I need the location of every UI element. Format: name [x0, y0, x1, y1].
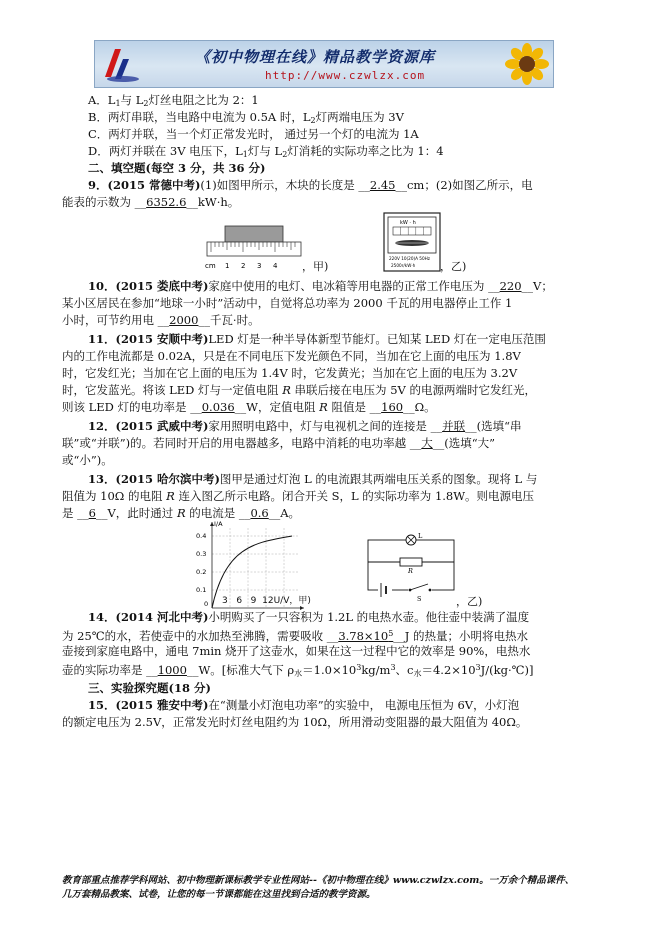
- question-14-line-2: 为 25℃的水，若使壶中的水加热至沸腾，需要吸收 $\_\_3.78\times 10^5\_\_J$ 的热量；小明将电热水: [62, 629, 529, 643]
- resistor-label: R: [408, 567, 413, 575]
- graph-y-tick: 0.4: [196, 532, 207, 540]
- question-15-line-2: 的额定电压为 2.5V，正常发光时灯丝电阻约为 10Ω，所用滑动变阻器的最大阻值为 40Ω。: [62, 715, 528, 729]
- graph-y-tick: 0.3: [196, 550, 207, 558]
- option-a: A．$L_1$与 $L_2$灯丝电阻之比为 2：1: [88, 93, 259, 108]
- option-d: D．两灯并联在 3V 电压下，$L_1$灯与 $L_2$灯消耗的实际功率之比为 1：4: [88, 144, 444, 159]
- option-c: C．两灯并联，当一个灯正常发光时， 通过另一个灯的电流为 1A: [88, 127, 419, 141]
- switch-label: S: [417, 595, 422, 603]
- question-13-line-2: 阻值为 10Ω 的电阻 R 连入图乙所示电路。闭合开关 S，L 的实际功率为 1.8W。则电源电压: [62, 489, 535, 503]
- figure-jia-label: ，甲): [302, 260, 329, 273]
- ruler-tick: 3: [257, 262, 262, 270]
- footer-line-1: 教育部重点推荐学科网站、初中物理新课标教学专业性网站--《初中物理在线》www.czwlzx.com。一万余个精品课件、: [62, 875, 575, 886]
- question-11-line-2: 内的工作电流都是 0.02A，只是在不同电压下发光颜色不同，当加在它上面的电压为 1.8V: [62, 349, 521, 363]
- circuit-figure: [364, 532, 458, 604]
- ruler-tick: 2: [241, 262, 246, 270]
- question-12-line-2: 联”或“并联”)的。若同时开启的用电器越多，电路中消耗的电功率越 __大__(选填“大”: [62, 436, 496, 450]
- sunflower-icon: [503, 43, 551, 85]
- meter-spec-1: 220V 10(20)A 50Hz: [389, 256, 430, 261]
- question-14-line-1: 14．(2014 河北中考)小明购买了一只容积为 1.2L 的电热水壶。他往壶中装满了温度: [88, 610, 530, 624]
- ruler-unit: cm: [205, 262, 216, 270]
- circuit-fig-label: ，乙): [456, 595, 483, 608]
- question-11-line-3: 时，它发红光；当加在它上面的电压为 1.4V 时，它发黄光；当加在它上面的电压为 3.2V: [62, 366, 518, 380]
- site-logo-icon: [101, 45, 141, 83]
- graph-y-tick: 0.1: [196, 586, 207, 594]
- question-13-line-3: 是 __6__V，此时通过 R 的电流是 __0.6__A。: [62, 506, 301, 520]
- graph-y-tick: 0.2: [196, 568, 207, 576]
- header-banner: [94, 40, 554, 88]
- question-14-line-3: 壶接到家庭电路中，通电 7min 烧开了这壶水，如果在这一过程中它的效率是 90%，电热水: [62, 644, 531, 658]
- section-fill-in: 二、填空题(每空 3 分，共 36 分): [88, 161, 266, 175]
- energy-meter-figure: [383, 212, 441, 272]
- question-11-line-5: 则该 LED 灯的电功率是 __0.036__W，定值电阻 R 阻值是 __160__Ω。: [62, 400, 436, 414]
- question-11-line-4: 时，它发蓝光。将该 LED 灯与一定值电阻 R 串联后接在电压为 5V 的电源两端时它发红光，: [62, 383, 536, 397]
- lamp-label: L: [418, 532, 423, 540]
- question-14-line-4: 壶的实际功率是 __1000__W。[标准大气下 $\rho_水=1.0\times 10^3kg/m^3$、$c_水=4.2\times 10^3J/(kg\cdot℃)$]: [62, 663, 534, 678]
- question-9-line-2: 能表的示数为 __6352.6__kW·h。: [62, 195, 240, 209]
- graph-origin: 0: [204, 600, 209, 608]
- question-10-line-2: 某小区居民在参加“地球一小时”活动中，自觉将总功率为 2000 千瓦的用电器停止工作 1: [62, 296, 513, 310]
- footer-line-2: 几万套精品教案、试卷，让您的每一节课都能在这里找到合适的教学资源。: [62, 889, 376, 900]
- ruler-tick: 4: [273, 262, 278, 270]
- graph-x-ticks: 3 6 9 12U/V，甲): [222, 596, 311, 606]
- ruler-tick: 1: [225, 262, 230, 270]
- figure-yi-label: ，乙): [440, 260, 467, 273]
- question-9-line-1: 9．(2015 常德中考)(1)如图甲所示，木块的长度是 __2.45__cm；(2)如图乙所示，电: [88, 178, 533, 192]
- ruler-figure: [205, 224, 305, 272]
- question-10-line-1: 10．(2015 娄底中考)家庭中使用的电灯、电冰箱等用电器的正常工作电压为 __220__V；: [88, 279, 553, 293]
- banner-title: 《初中物理在线》精品教学资源库: [195, 48, 436, 66]
- question-10-line-3: 小时，可节约用电 __2000__千瓦·时。: [62, 313, 260, 327]
- banner-url: http://www.czwlzx.com: [265, 69, 426, 82]
- option-b: B．两灯串联，当电路中电流为 0.5A 时，$L_2$灯两端电压为 3V: [88, 110, 404, 125]
- section-experiment: 三、实验探究题(18 分): [88, 681, 211, 695]
- question-13-line-1: 13．(2015 哈尔滨中考)图甲是通过灯泡 L 的电流跟其两端电压关系的图象。现将 L 与: [88, 472, 538, 486]
- question-11-line-1: 11．(2015 安顺中考)LED 灯是一种半导体新型节能灯。已知某 LED 灯在一定电压范围: [88, 332, 546, 346]
- meter-unit: kW · h: [400, 220, 416, 226]
- meter-spec-2: 2500r/kW·h: [391, 263, 416, 268]
- question-12-line-1: 12．(2015 武威中考)家用照明电路中，灯与电视机之间的连接是 __并联__(选填“串: [88, 419, 522, 433]
- question-15-line-1: 15．(2015 雅安中考)在“测量小灯泡电功率”的实验中， 电源电压恒为 6V，小灯泡: [88, 698, 520, 712]
- graph-y-label: I/A: [214, 520, 223, 528]
- question-12-line-3: 或“小”)。: [62, 453, 113, 467]
